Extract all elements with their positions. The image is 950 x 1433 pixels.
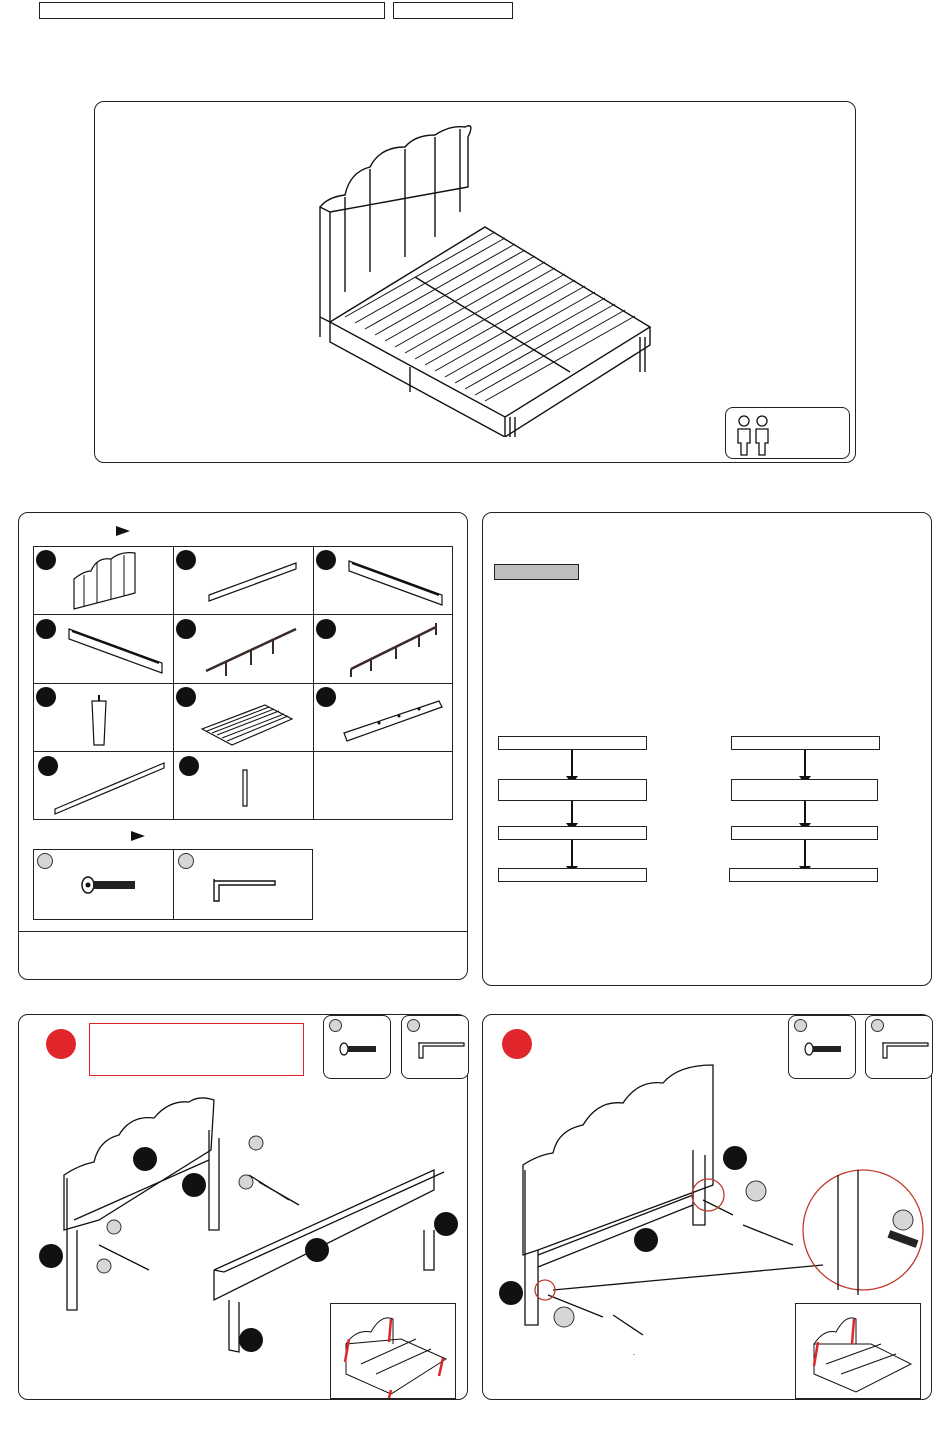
part-marker-i (316, 687, 336, 707)
headboard-part-icon (69, 549, 144, 611)
step-1-badge (46, 1029, 76, 1059)
step-1-key-hardware (401, 1015, 469, 1079)
step-1-inset-diagram (330, 1303, 456, 1399)
assembled-bed-illustration (310, 117, 660, 437)
step-1-bolt-hardware (323, 1015, 391, 1079)
leg-part-icon (89, 693, 109, 751)
step-2-inset-diagram (795, 1303, 921, 1399)
side-rail-right-icon (64, 621, 169, 679)
bed-frame-inset-icon (796, 1304, 920, 1398)
slat-roll-icon (197, 693, 302, 751)
flow-left-step-1 (498, 736, 647, 750)
part-marker-e (176, 619, 196, 639)
part-marker-b (176, 550, 196, 570)
two-person-assembly-badge (725, 407, 850, 459)
center-rail-left-icon (201, 621, 306, 679)
notes-panel (482, 512, 932, 986)
flow-left-step-2 (498, 779, 647, 801)
hardware-marker-bolt (37, 853, 53, 869)
center-rail-right-icon (341, 617, 446, 679)
flow-arrow-icon (804, 801, 806, 825)
part-marker-d (36, 619, 56, 639)
side-rail-left-icon (344, 553, 449, 611)
two-people-icon (734, 413, 774, 457)
long-rail-icon (49, 757, 169, 819)
flow-left-step-4 (498, 868, 647, 882)
part-marker-k (179, 756, 199, 776)
connector-plate-icon (339, 691, 449, 747)
step-1-panel (18, 1014, 468, 1400)
bolt-icon (79, 875, 139, 895)
hardware-marker-bolt (794, 1019, 807, 1032)
flow-right-step-1 (731, 736, 880, 750)
step-1-warning-box (89, 1023, 304, 1076)
allen-key-icon (416, 1040, 466, 1062)
parts-list-panel (18, 512, 468, 980)
hardware-marker-key (407, 1019, 420, 1032)
part-marker-c (316, 550, 336, 570)
hardware-marker-key (178, 853, 194, 869)
flow-right-step-2 (731, 779, 878, 801)
flow-arrow-icon (571, 801, 573, 825)
flow-right-step-4 (729, 868, 878, 882)
bolt-icon (338, 1042, 378, 1056)
flow-right-step-3 (731, 826, 878, 840)
parts-footer-divider (19, 931, 467, 932)
flow-arrow-icon (571, 840, 573, 868)
part-marker-a (36, 550, 56, 570)
support-leg-icon (235, 768, 255, 810)
bolt-icon (803, 1042, 843, 1056)
flow-left-step-3 (498, 826, 647, 840)
document-title-box (39, 2, 385, 19)
overview-panel (94, 101, 856, 463)
flow-arrow-icon (571, 750, 573, 778)
hardware-marker-key (871, 1019, 884, 1032)
hardware-marker-bolt (329, 1019, 342, 1032)
parts-pointer-icon (116, 526, 130, 536)
allen-key-icon (209, 877, 279, 905)
flow-arrow-icon (804, 750, 806, 778)
step-2-panel (482, 1014, 932, 1400)
part-marker-h (176, 687, 196, 707)
model-number-box (393, 2, 513, 19)
bed-frame-inset-icon (331, 1304, 455, 1398)
part-marker-f (316, 619, 336, 639)
notes-tag (494, 564, 579, 580)
flow-arrow-icon (804, 840, 806, 868)
footboard-part-icon (204, 555, 304, 605)
part-marker-g (36, 687, 56, 707)
hardware-pointer-icon (131, 831, 145, 841)
